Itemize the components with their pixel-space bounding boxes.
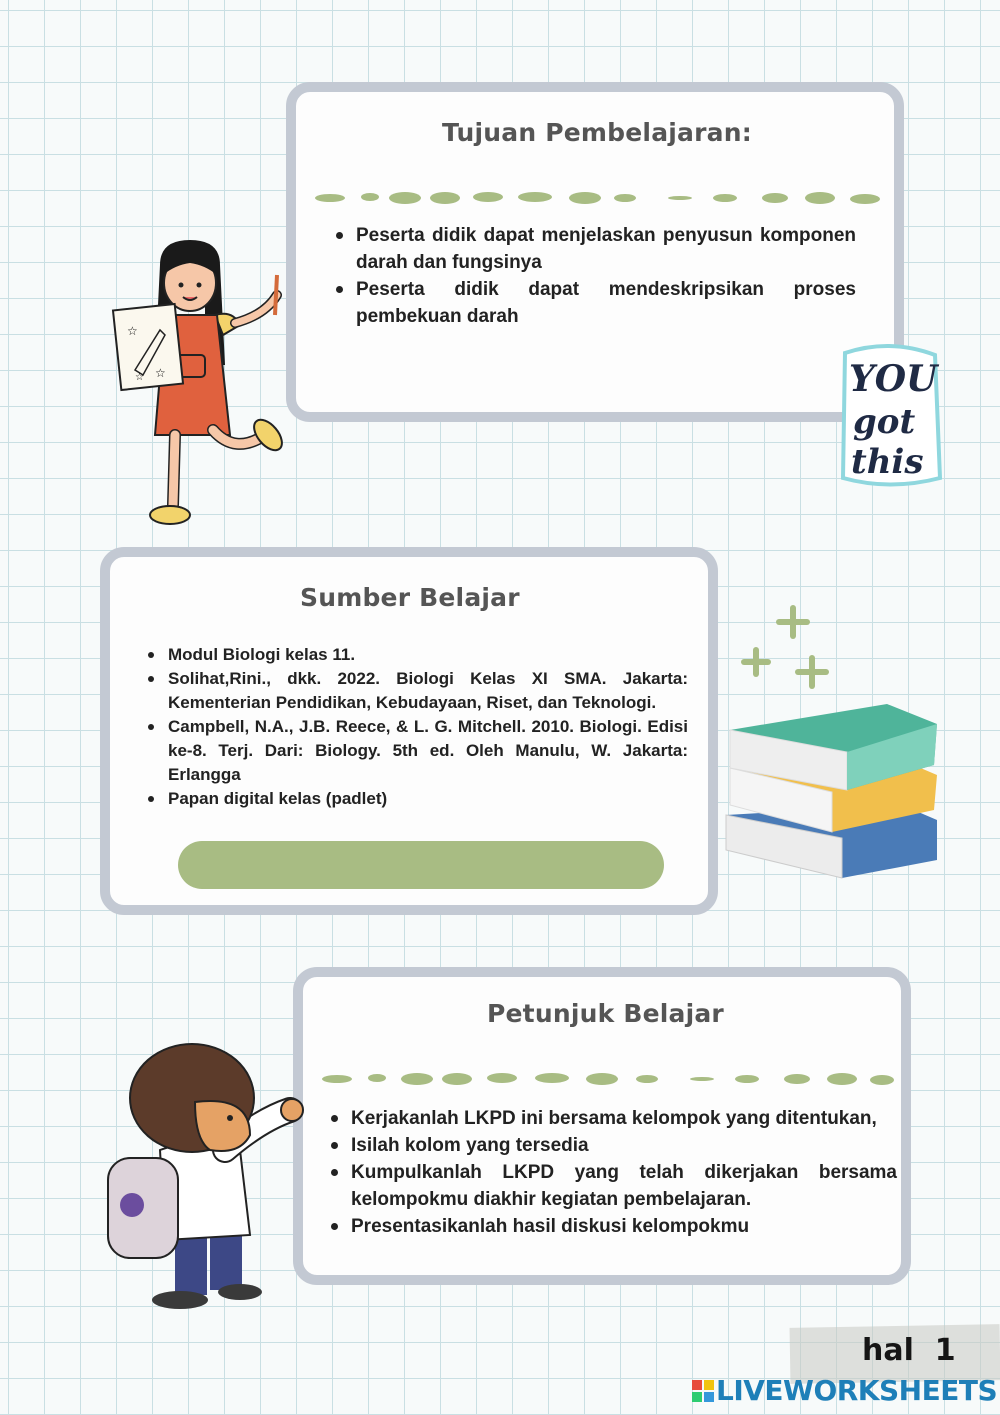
sticker-line-this: this — [851, 442, 924, 482]
card-petunjuk-belajar — [293, 967, 911, 1285]
list-item: Modul Biologi kelas 11. — [148, 643, 688, 667]
girl-drawing-illustration — [105, 235, 295, 535]
sparkle-icon — [738, 600, 838, 690]
list-item: Isilah kolom yang tersedia — [331, 1132, 897, 1159]
svg-text:☆: ☆ — [135, 372, 144, 383]
you-got-this-sticker — [835, 343, 945, 488]
liveworksheets-logo-icon — [692, 1380, 714, 1402]
svg-text:☆: ☆ — [127, 324, 138, 338]
instructions-list — [331, 1105, 897, 1240]
list-item: Papan digital kelas (padlet) — [148, 787, 688, 811]
sources-list — [148, 643, 688, 811]
list-item: Peserta didik dapat menjelaskan penyusun komponen darah dan fungsinya — [336, 222, 856, 276]
list-item: Peserta didik dapat mendeskripsikan proses pembekuan darah — [336, 276, 856, 330]
list-item: Solihat,Rini., dkk. 2022. Biologi Kelas XI SMA. Jakarta: Kementerian Pendidikan, Kebudayaan, Riset, dan Teknologi. — [148, 667, 688, 715]
liveworksheets-brand[interactable]: LIVEWORKSHEETS — [716, 1374, 998, 1407]
padlet-link-bar[interactable] — [178, 841, 664, 889]
boy-backpack-illustration — [100, 1040, 310, 1315]
list-item: Campbell, N.A., J.B. Reece, & L. G. Mitchell. 2010. Biologi. Edisi ke-8. Terj. Dari: Biology. 5th ed. Oleh Manulu, W. Jakarta: Erlangga — [148, 715, 688, 787]
page-number: hal 1 — [862, 1333, 956, 1368]
card-sumber-belajar — [100, 547, 718, 915]
sticker-line-got: got — [853, 402, 916, 442]
dashed-divider — [317, 1069, 897, 1089]
svg-text:☆: ☆ — [155, 366, 166, 380]
objectives-list — [336, 222, 856, 330]
sticker-line-you: YOU — [849, 358, 938, 400]
list-item: Presentasikanlah hasil diskusi kelompokmu — [331, 1213, 897, 1240]
card-tujuan-pembelajaran — [286, 82, 904, 422]
books-stack-illustration — [722, 700, 942, 880]
card-title-sumber: Sumber Belajar — [300, 583, 520, 612]
card-title-petunjuk: Petunjuk Belajar — [487, 999, 724, 1028]
card-title-tujuan: Tujuan Pembelajaran: — [442, 118, 752, 147]
dashed-divider — [310, 188, 890, 208]
list-item: Kerjakanlah LKPD ini bersama kelompok yang ditentukan, — [331, 1105, 897, 1132]
list-item: Kumpulkanlah LKPD yang telah dikerjakan bersama kelompokmu diakhir kegiatan pembelajaran. — [331, 1159, 897, 1213]
